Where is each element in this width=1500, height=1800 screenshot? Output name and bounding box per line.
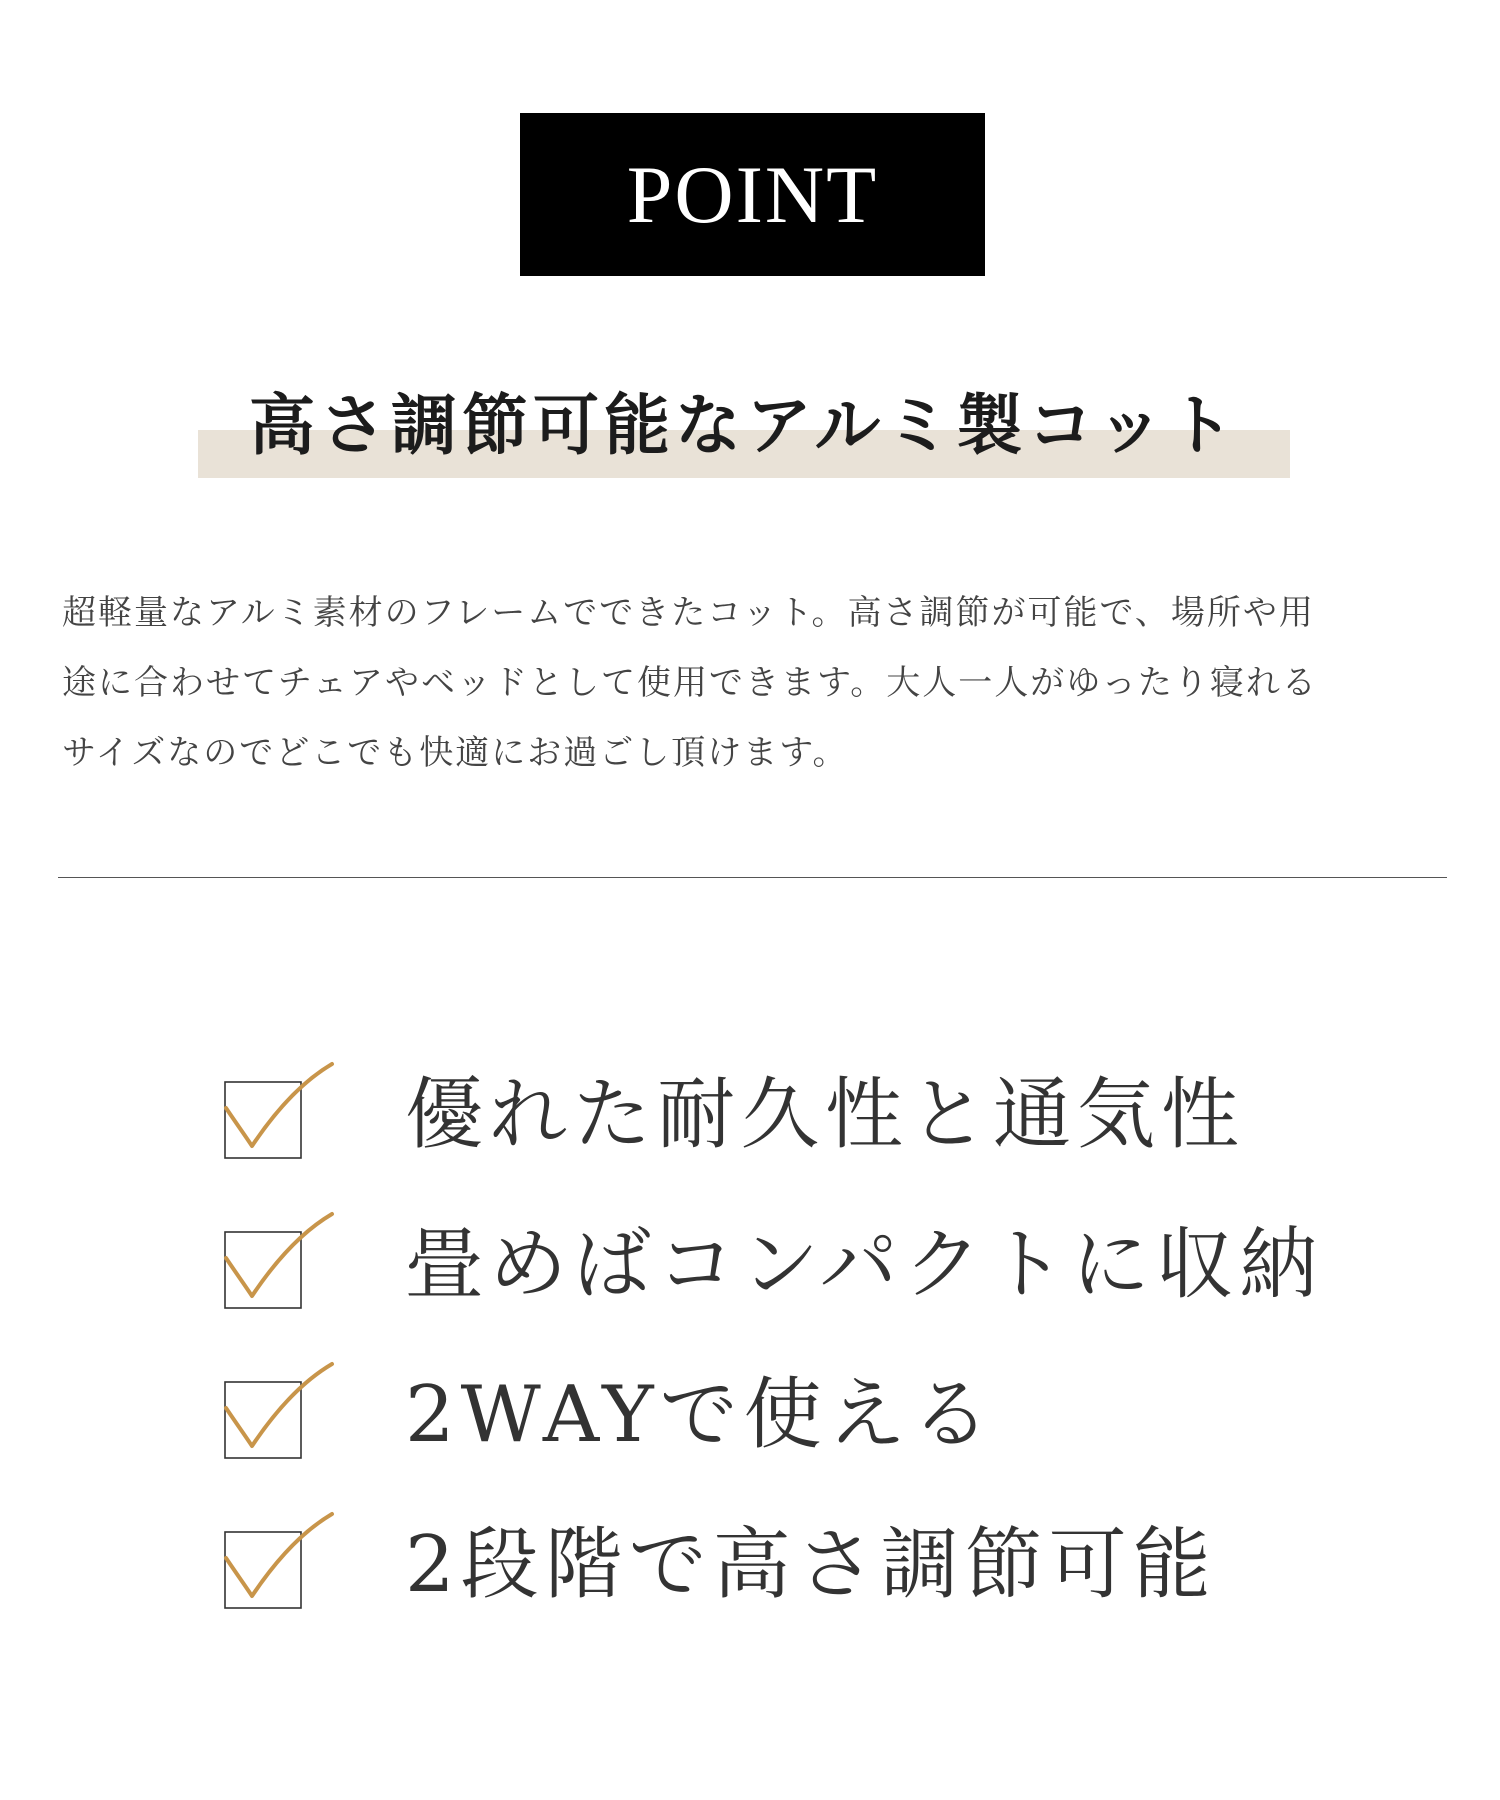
checkbox-check-icon xyxy=(222,1360,337,1460)
feature-label: 畳めばコンパクトに収納 xyxy=(405,1220,1324,1310)
feature-label: 2WAYで使える xyxy=(405,1370,996,1460)
point-badge xyxy=(520,113,985,276)
section-divider xyxy=(58,877,1447,878)
description-line: 途に合わせてチェアやベッドとして使用できます。大人一人がゆったり寝れる xyxy=(62,663,1318,703)
checkbox-check-icon xyxy=(222,1510,337,1610)
description xyxy=(62,578,1447,788)
point-badge-label: POINT xyxy=(626,148,879,240)
checkbox-check-icon xyxy=(222,1210,337,1310)
heading-title: 高さ調節可能なアルミ製コット xyxy=(248,386,1240,464)
feature-item xyxy=(0,1060,1500,1190)
description-line: サイズなのでどこでも快適にお過ごし頂けます。 xyxy=(62,733,849,773)
feature-label: 2段階で高さ調節可能 xyxy=(405,1520,1217,1610)
feature-item xyxy=(0,1360,1500,1490)
feature-label: 優れた耐久性と通気性 xyxy=(405,1070,1246,1160)
feature-item xyxy=(0,1210,1500,1340)
description-line: 超軽量なアルミ素材のフレームでできたコット。高さ調節が可能で、場所や用 xyxy=(62,593,1315,633)
checkbox-check-icon xyxy=(222,1060,337,1160)
section-heading xyxy=(198,380,1290,480)
feature-item xyxy=(0,1510,1500,1640)
